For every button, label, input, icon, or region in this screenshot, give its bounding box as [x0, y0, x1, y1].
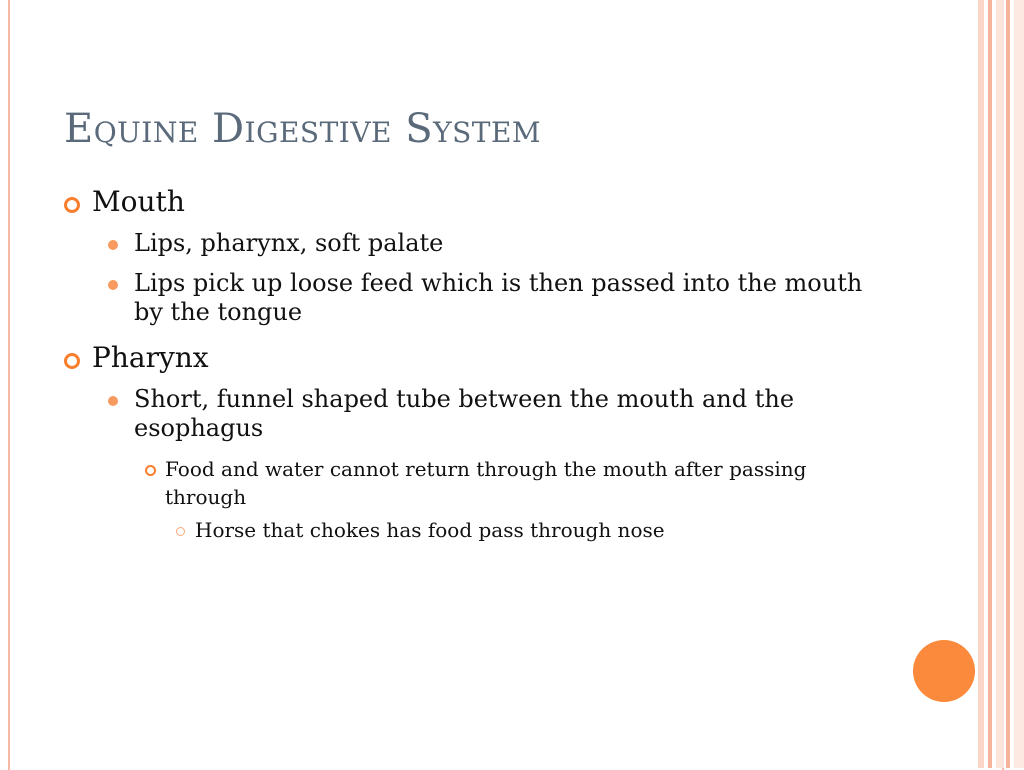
dot-bullet-icon	[108, 396, 118, 406]
bullet-level-1: Mouth	[92, 185, 185, 218]
dot-bullet-icon	[108, 240, 118, 250]
ring-bullet-icon	[145, 465, 156, 476]
ring-bullet-icon	[176, 527, 185, 536]
bullet-level-2: Lips, pharynx, soft palate	[134, 229, 444, 257]
bullet-level-4: Horse that chokes has food pass through nose	[195, 518, 665, 542]
bullet-level-3: Food and water cannot return through the mouth after passing through	[165, 457, 807, 509]
bullet-level-2: Short, funnel shaped tube between the mouth and the esophagus	[134, 385, 795, 442]
dot-bullet-icon	[108, 280, 118, 290]
bullet-level-1: Pharynx	[92, 341, 209, 374]
ring-bullet-icon	[64, 197, 80, 213]
bullet-level-2: Lips pick up loose feed which is then passed into the mouth by the tongue	[134, 269, 863, 326]
slide-title: Equine Digestive System	[64, 106, 542, 152]
ring-bullet-icon	[64, 353, 80, 369]
